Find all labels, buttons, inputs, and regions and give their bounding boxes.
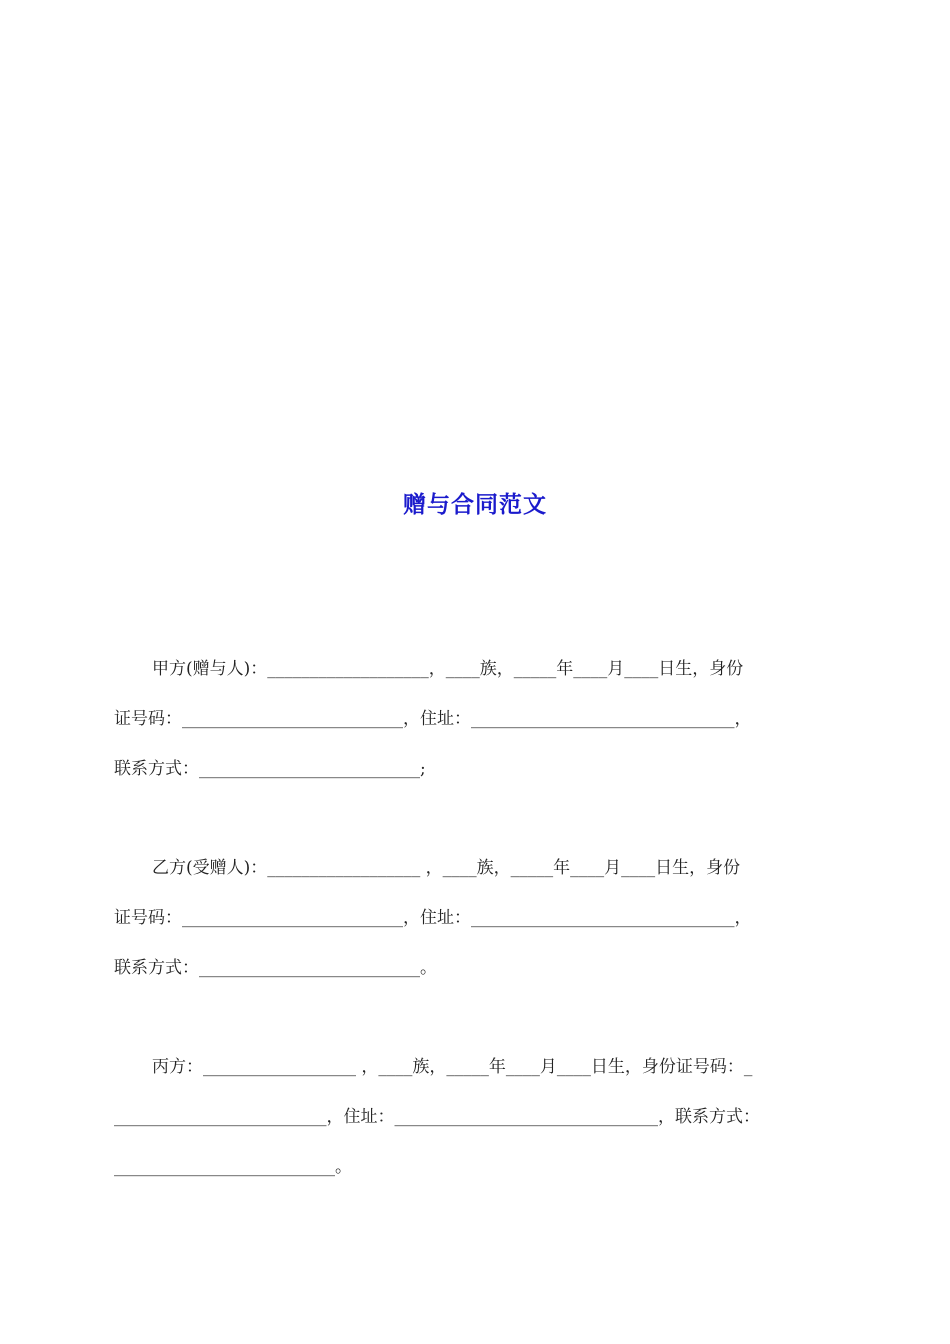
party-a-line-1: 甲方(赠与人)：___________________，____族，_____年____月____日生，身份 [152, 659, 744, 679]
party-a-line-2: 证号码：__________________________，住址：_______________________________， [114, 709, 752, 729]
party-c-line-2: _________________________，住址：_______________________________，联系方式： [114, 1107, 760, 1127]
party-c-line-3: __________________________。 [114, 1157, 352, 1177]
party-c-paragraph [114, 1042, 848, 1192]
document-title: 赠与合同范文 [403, 492, 547, 518]
party-b-line-3: 联系方式：__________________________。 [114, 958, 437, 978]
party-b-line-2: 证号码：__________________________，住址：_______________________________， [114, 908, 752, 928]
party-b-paragraph [114, 843, 848, 993]
party-a-paragraph [114, 644, 848, 794]
party-a-line-3: 联系方式：__________________________; [114, 759, 426, 779]
party-c-line-1: 丙方：__________________ ，____族，_____年____月____日生，身份证号码：_ [152, 1057, 753, 1077]
party-b-line-1: 乙方(受赠人)：__________________ ，____族，_____年____月____日生，身份 [152, 858, 741, 878]
